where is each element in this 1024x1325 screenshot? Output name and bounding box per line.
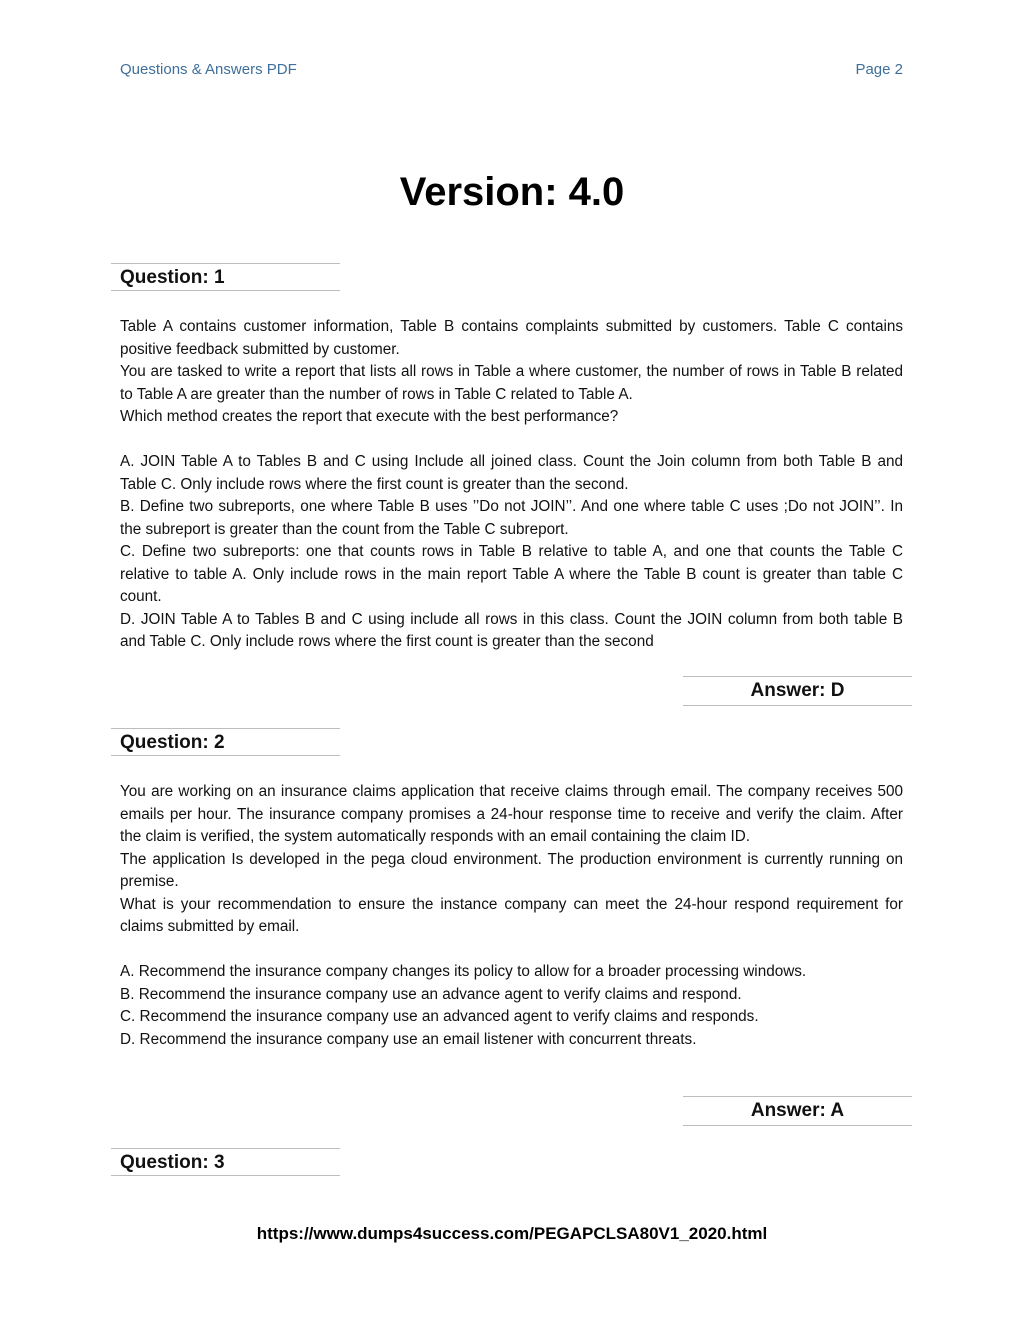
question-1-option-a: A. JOIN Table A to Tables B and C using Include all joined class. Count the Join column from both Table B and Table C. Only include rows where the first count is greater than the second. <box>120 453 903 493</box>
question-2-header <box>111 728 340 756</box>
question-2-stem-line: What is your recommendation to ensure the instance company can meet the 24-hour respond requirement for claims submitted by email. <box>120 895 903 935</box>
page-header <box>120 61 903 83</box>
question-2-answer-label: Answer: A <box>750 1100 845 1121</box>
question-2-answer <box>683 1096 912 1126</box>
question-2-option-a: A. Recommend the insurance company changes its policy to allow for a broader processing windows. <box>120 963 807 980</box>
question-1-option-c: C. Define two subreports: one that counts rows in Table B relative to table A, and one that counts the Table C relative to table A. Only include rows in the main report Table A where the Table B count is greater than table C count. <box>120 543 903 605</box>
question-2-stem-line: The application Is developed in the pega cloud environment. The production environment is currently running on premise. <box>120 850 903 890</box>
question-1-option-d: D. JOIN Table A to Tables B and C using include all rows in this class. Count the JOIN column from both table B and Table C. Only include rows where the first count is greater than the second <box>120 610 903 650</box>
question-2-option-b: B. Recommend the insurance company use an advance agent to verify claims and respond. <box>120 985 742 1003</box>
question-1-answer-label: Answer: D <box>750 680 845 701</box>
question-1-answer <box>683 676 912 706</box>
question-1-stem-line: Which method creates the report that execute with the best performance? <box>120 408 619 425</box>
header-doc-title: Questions & Answers PDF <box>120 61 297 78</box>
question-2-option-d: D. Recommend the insurance company use an email listener with concurrent threats. <box>120 1030 697 1048</box>
question-1-stem-line: Table A contains customer information, Table B contains complaints submitted by customers. Table C contains positive feedback submitted by customer. <box>120 318 903 358</box>
question-2-label: Question: 2 <box>120 732 225 753</box>
question-2-option-c: C. Recommend the insurance company use an advanced agent to verify claims and responds. <box>120 1008 759 1025</box>
question-2-body <box>120 781 903 1051</box>
question-3-header <box>111 1148 340 1176</box>
question-1-body <box>120 316 903 654</box>
header-page-number: Page 2 <box>855 61 903 78</box>
question-1-option-b: B. Define two subreports, one where Table B uses ’’Do not JOIN’’. And one where table C uses ;Do not JOIN’’. In the subreport is greater than the count from the Table C subreport. <box>120 498 903 538</box>
question-1-stem-line: You are tasked to write a report that lists all rows in Table a where customer, the number of rows in Table B related to Table A are greater than the number of rows in Table C related to Table A. <box>120 363 903 403</box>
footer-url[interactable]: https://www.dumps4success.com/PEGAPCLSA80V1_2020.html <box>256 1224 768 1243</box>
question-1-label: Question: 1 <box>120 267 225 288</box>
question-3-label: Question: 3 <box>120 1152 225 1173</box>
version-title: Version: 4.0 <box>399 170 625 214</box>
question-1-header <box>111 263 340 291</box>
question-2-stem-line: You are working on an insurance claims application that receive claims through email. The company receives 500 emails per hour. The insurance company promises a 24-hour response time to receive and verify the claim. After the claim is verified, the system automatically responds with an email containing the claim ID. <box>120 783 903 845</box>
